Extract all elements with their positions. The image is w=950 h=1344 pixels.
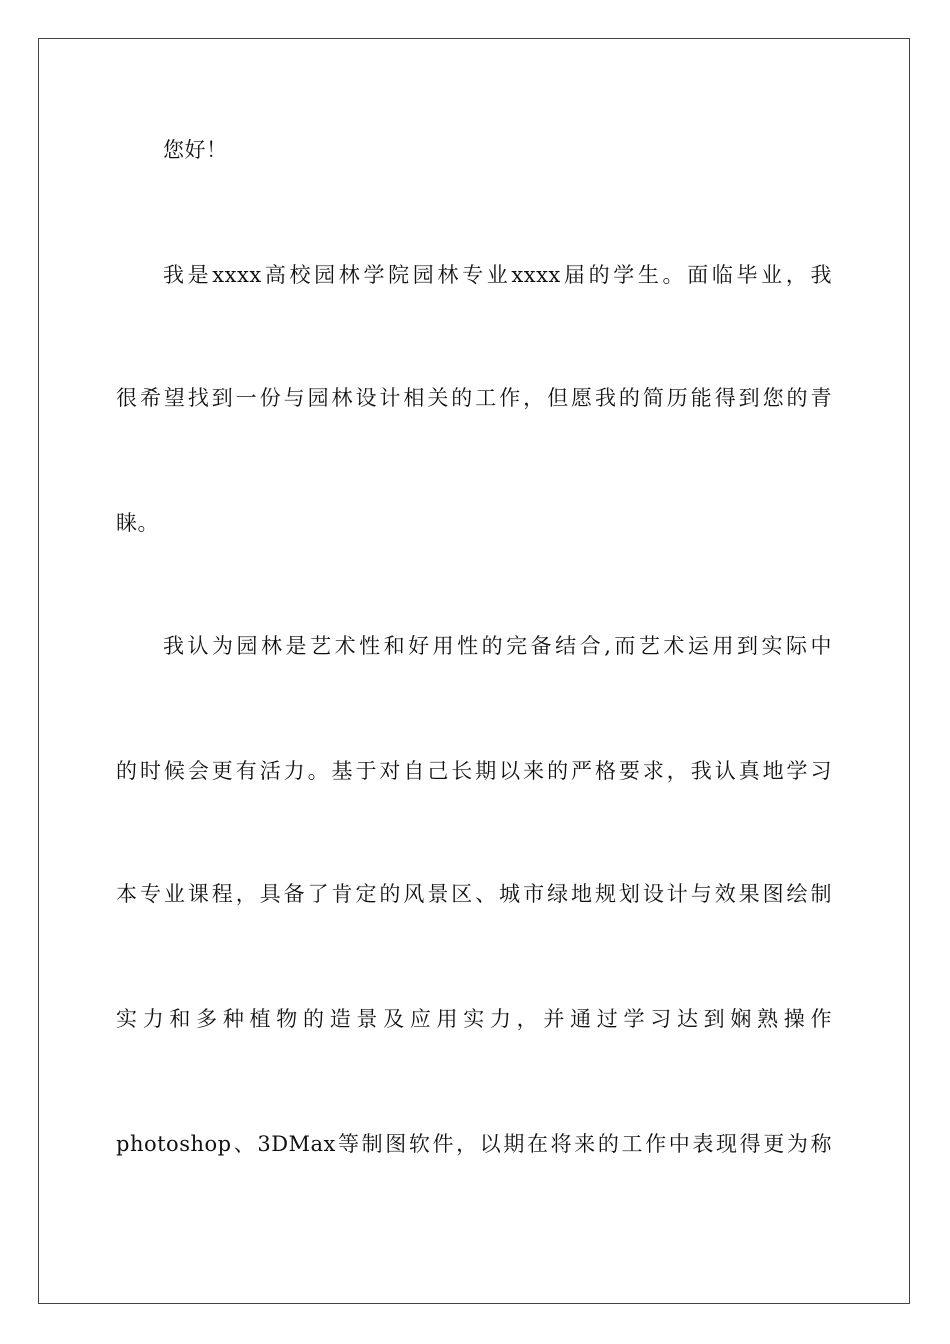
greeting-line: 您好！	[163, 138, 228, 162]
paragraph-line: 的时候会更有活力。基于对自己长期以来的严格要求，我认真地学习	[116, 759, 832, 783]
paragraph-line: 实力和多种植物的造景及应用实力，并通过学习达到娴熟操作	[116, 1007, 832, 1031]
page-frame	[38, 38, 910, 1304]
paragraph-line: 本专业课程，具备了肯定的风景区、城市绿地规划设计与效果图绘制	[116, 882, 832, 906]
paragraph-line: 睐。	[116, 511, 159, 535]
paragraph-line: 我认为园林是艺术性和好用性的完备结合,而艺术运用到实际中	[163, 634, 832, 658]
paragraph-line: 我是xxxx高校园林学院园林专业xxxx届的学生。面临毕业，我	[163, 263, 832, 287]
paragraph-line: 很希望找到一份与园林设计相关的工作，但愿我的简历能得到您的青	[116, 386, 832, 410]
paragraph-line: photoshop、3DMax等制图软件，以期在将来的工作中表现得更为称	[116, 1132, 832, 1156]
